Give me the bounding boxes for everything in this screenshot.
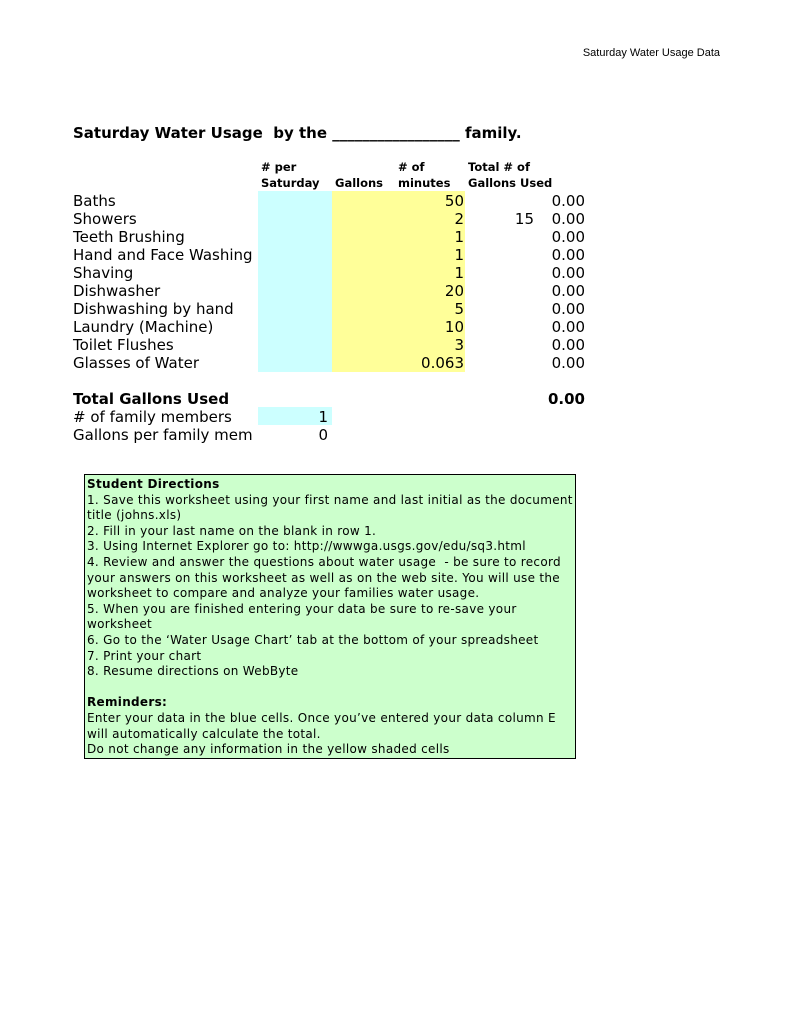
directions-step: 6. Go to the ‘Water Usage Chart’ tab at the bottom of your spreadsheet: [87, 632, 539, 647]
row-label: Laundry (Machine): [73, 318, 214, 336]
row-label: Shaving: [73, 264, 134, 282]
reminder-item: Do not change any information in the yellow shaded cells: [87, 742, 450, 757]
directions-spacer: [87, 680, 573, 696]
row-gallons: 1: [454, 228, 464, 246]
directions-step: 7. Print your chart: [87, 648, 202, 663]
table-row: [73, 246, 593, 264]
row-total: 0.00: [551, 336, 585, 354]
row-label: Baths: [73, 192, 116, 210]
header-minutes-line1: # of: [398, 160, 425, 174]
gallons-per-member-value: 0: [318, 426, 328, 444]
total-gallons-row: [73, 390, 593, 408]
directions-title: Student Directions: [87, 477, 220, 491]
family-members-value: 1: [318, 408, 328, 426]
row-gallons: 10: [444, 318, 464, 336]
row-gallons: 20: [444, 282, 464, 300]
table-row: [73, 336, 593, 354]
row-total: 0.00: [551, 210, 585, 228]
row-label: Hand and Face Washing: [73, 246, 253, 264]
header-per-saturday: [261, 159, 320, 191]
header-per-saturday-line2: Saturday: [261, 176, 320, 190]
row-gallons: 2: [454, 210, 464, 228]
directions-step: 2. Fill in your last name on the blank in row 1.: [87, 523, 377, 538]
row-total: 0.00: [551, 282, 585, 300]
row-minutes: 15: [514, 210, 534, 228]
row-total: 0.00: [551, 354, 585, 372]
header-minutes-line2: minutes: [398, 176, 451, 190]
row-label: Dishwashing by hand: [73, 300, 234, 318]
table-row: [73, 300, 593, 318]
row-total: 0.00: [551, 264, 585, 282]
reminders-title: Reminders:: [87, 695, 168, 710]
gallons-per-member-row: [73, 426, 593, 444]
row-total: 0.00: [551, 246, 585, 264]
header-gallons: Gallons: [335, 176, 384, 190]
worksheet-title: Saturday Water Usage by the _________________ family.: [73, 124, 522, 142]
directions-step: 8. Resume directions on WebByte: [87, 664, 299, 679]
row-gallons: 0.063: [421, 354, 464, 372]
directions-step: 4. Review and answer the questions about water usage - be sure to record your answers on this worksheet as well as on the web site. You will use the worksheet to compare and analyze your families water usage.: [87, 554, 566, 601]
row-total: 0.00: [551, 192, 585, 210]
row-total: 0.00: [551, 228, 585, 246]
row-total: 0.00: [551, 300, 585, 318]
row-gallons: 1: [454, 264, 464, 282]
table-row: [73, 192, 593, 210]
table-row: [73, 264, 593, 282]
table-row: [73, 210, 593, 228]
total-gallons-label: Total Gallons Used: [73, 390, 230, 408]
family-members-label: # of family members: [73, 408, 232, 426]
gallons-per-member-label: Gallons per family mem: [73, 426, 253, 444]
family-members-row: [73, 408, 593, 426]
directions-step: 1. Save this worksheet using your first name and last initial as the document title (johns.xls): [87, 492, 577, 523]
header-total-line2: Gallons Used: [468, 176, 553, 190]
directions-step: 5. When you are finished entering your data be sure to re-save your worksheet: [87, 601, 521, 632]
row-label: Toilet Flushes: [73, 336, 174, 354]
header-total-gallons: [468, 159, 552, 191]
table-row: [73, 228, 593, 246]
row-total: 0.00: [551, 318, 585, 336]
row-label: Teeth Brushing: [73, 228, 185, 246]
table-row: [73, 282, 593, 300]
row-gallons: 3: [454, 336, 464, 354]
directions-step: 3. Using Internet Explorer go to: http://wwwga.usgs.gov/edu/sq3.html: [87, 539, 526, 554]
row-label: Glasses of Water: [73, 354, 199, 372]
row-gallons: 5: [454, 300, 464, 318]
row-label: Showers: [73, 210, 137, 228]
header-total-line1: Total # of: [468, 160, 530, 174]
table-row: [73, 354, 593, 372]
student-directions-box: [84, 474, 576, 759]
row-label: Dishwasher: [73, 282, 161, 300]
reminder-item: Enter your data in the blue cells. Once you’ve entered your data column E will automatically calculate the total.: [87, 710, 561, 741]
header-minutes: [398, 159, 450, 191]
row-gallons: 1: [454, 246, 464, 264]
page-header: Saturday Water Usage Data: [582, 47, 720, 59]
total-gallons-value: 0.00: [547, 390, 585, 408]
table-row: [73, 318, 593, 336]
row-gallons: 50: [444, 192, 464, 210]
header-per-saturday-line1: # per: [261, 160, 297, 174]
